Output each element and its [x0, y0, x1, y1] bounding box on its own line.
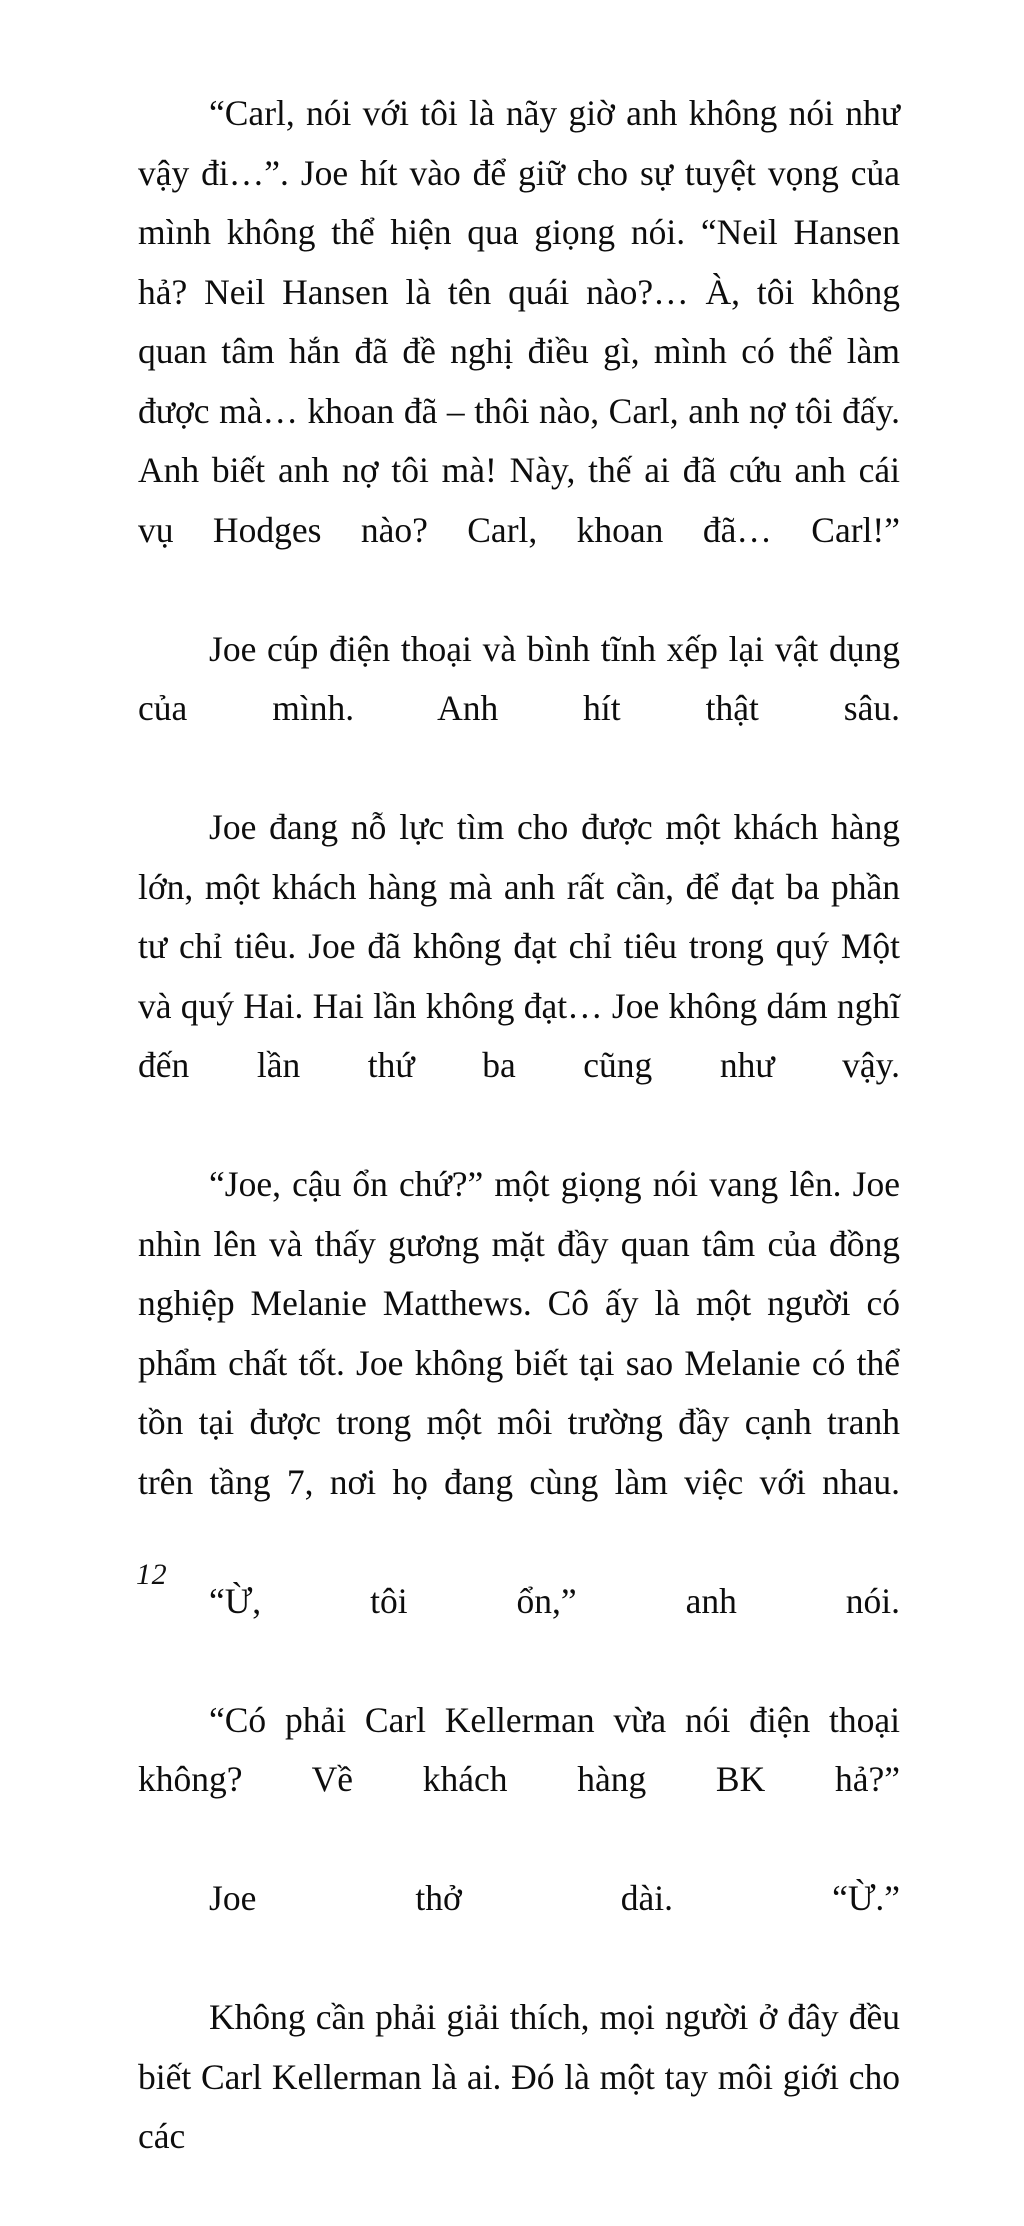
paragraph: “Có phải Carl Kellerman vừa nói điện thoại không? Về khách hàng BK hả?”	[138, 1699, 900, 1799]
paragraph: “Carl, nói với tôi là nãy giờ anh không nói như vậy đi…”. Joe hít vào để giữ cho sự tuyệt vọng của mình không thể hiện qua giọng nói. “Neil Hansen hả? Neil Hansen là tên quái nào?… À, tôi không quan tâm hắn đã đề nghị điều gì, mình có thể làm được mà… khoan đã – thôi nào, Carl, anh nợ tôi đấy. Anh biết anh nợ tôi mà! Này, thế ai đã cứu anh cái vụ Hodges nào? Carl, khoan đã… Carl!”	[138, 93, 900, 550]
paragraph: Joe đang nỗ lực tìm cho được một khách hàng lớn, một khách hàng mà anh rất cần, để đạt ba phần tư chỉ tiêu. Joe đã không đạt chỉ tiêu trong quý Một và quý Hai. Hai lần không đạt… Joe không dám nghĩ đến lần thứ ba cũng như vậy.	[138, 807, 900, 1085]
paragraph: “Ừ, tôi ổn,” anh nói.	[209, 1580, 900, 1621]
paragraph: “Joe, cậu ổn chứ?” một giọng nói vang lên. Joe nhìn lên và thấy gương mặt đầy quan tâm của đồng nghiệp Melanie Matthews. Cô ấy là một người có phẩm chất tốt. Joe không biết tại sao Melanie có thể tồn tại được trong một môi trường đầy cạnh tranh trên tầng 7, nơi họ đang cùng làm việc với nhau.	[138, 1164, 900, 1502]
paragraph: Joe cúp điện thoại và bình tĩnh xếp lại vật dụng của mình. Anh hít thật sâu.	[138, 628, 900, 728]
page-number: 12	[136, 1558, 168, 1591]
page-text-block	[138, 84, 900, 2226]
paragraph: Không cần phải giải thích, mọi người ở đây đều biết Carl Kellerman là ai. Đó là một tay môi giới cho các	[138, 1997, 900, 2156]
paragraph: Joe thở dài. “Ừ.”	[209, 1878, 900, 1918]
